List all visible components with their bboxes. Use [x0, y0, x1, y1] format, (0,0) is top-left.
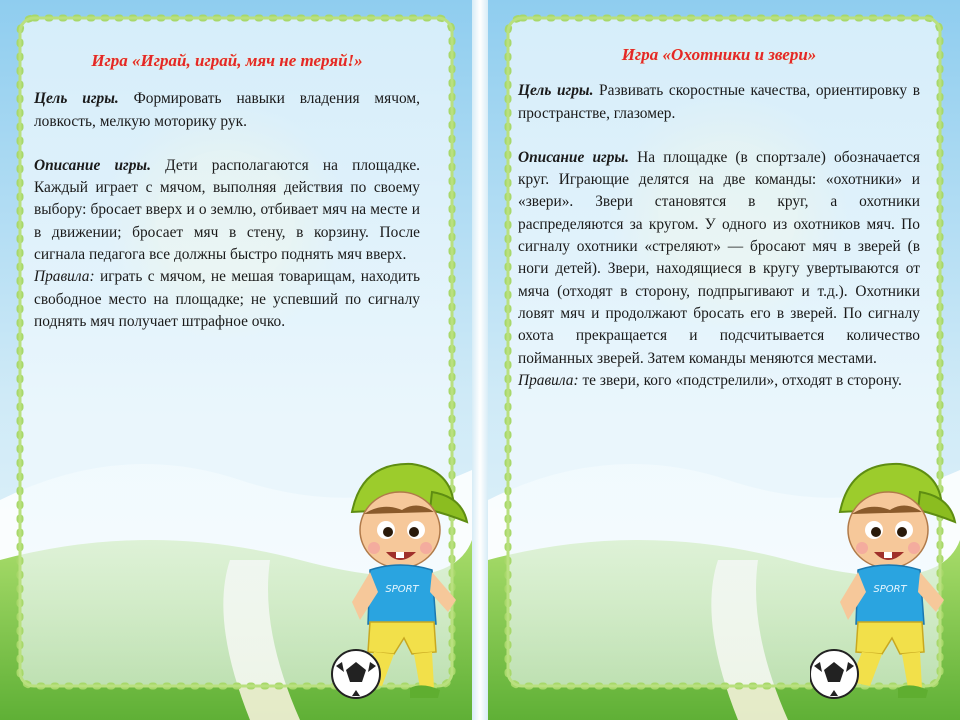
rules-paragraph: [34, 266, 420, 333]
goal-paragraph: [34, 88, 420, 133]
game-title: Игра «Охотники и звери»: [621, 45, 817, 64]
right-page: [488, 0, 960, 720]
boy-illustration: [322, 452, 472, 702]
goal-paragraph: [518, 80, 920, 125]
shirt-text: SPORT: [385, 584, 419, 595]
description-label: Описание игры.: [34, 156, 151, 174]
description-paragraph: [518, 147, 920, 370]
description-text: На площадке (в спортзале) обозначается круг. Играющие делятся на две команды: «охотники» и «звери». Звери становятся в круг, а охотники распределяются за кругом. У одного из охотников мяч. По сигналу охотники «стреляют» — бросают мяч в зверей (в ноги детей). Звери, находящиеся в кругу увертываются от мяча (отходят в сторону, подпрыгивают и т.д.). Охотники ловят мяч и продолжают бросать его в зверей. По сигналу охота прекращается и подсчитывается количество пойманных зверей. Затем команды меняются местами.: [518, 148, 920, 367]
goal-label: Цель игры.: [518, 82, 594, 100]
game-title: Игра «Играй, играй, мяч не теряй!»: [91, 51, 363, 70]
rules-paragraph: [518, 370, 920, 392]
rules-text: те звери, кого «подстрелили», отходят в сторону.: [578, 371, 902, 389]
description-label: Описание игры.: [518, 148, 629, 166]
rules-label: Правила:: [518, 371, 579, 389]
boy-illustration: [810, 452, 960, 702]
rules-label: Правила:: [34, 268, 95, 286]
card-text-left: [34, 50, 420, 333]
goal-text: Развивать скоростные качества, ориентировку в пространстве, глазомер.: [518, 82, 920, 122]
description-text: Дети располагаются на площадке. Каждый играет с мячом, выполняя действия по своему выбору: бросает вверх и о землю, отбивает мяч на месте и в движении; бросает мяч в стену, в корзину. После сигнала педагога все должны быстро поднять мяч вверх.: [34, 156, 420, 264]
goal-label: Цель игры.: [34, 90, 119, 108]
rules-text: играть с мячом, не мешая товарищам, находить свободное место на площадке; не успевший по сигналу поднять мяч получает штрафное очко.: [34, 268, 420, 330]
left-page: [0, 0, 472, 720]
description-paragraph: [34, 155, 420, 266]
card-text-right: [518, 44, 920, 392]
page-gutter: [472, 0, 488, 720]
goal-text: Формировать навыки владения мячом, ловкость, мелкую моторику рук.: [34, 90, 420, 130]
shirt-text: SPORT: [873, 584, 907, 595]
